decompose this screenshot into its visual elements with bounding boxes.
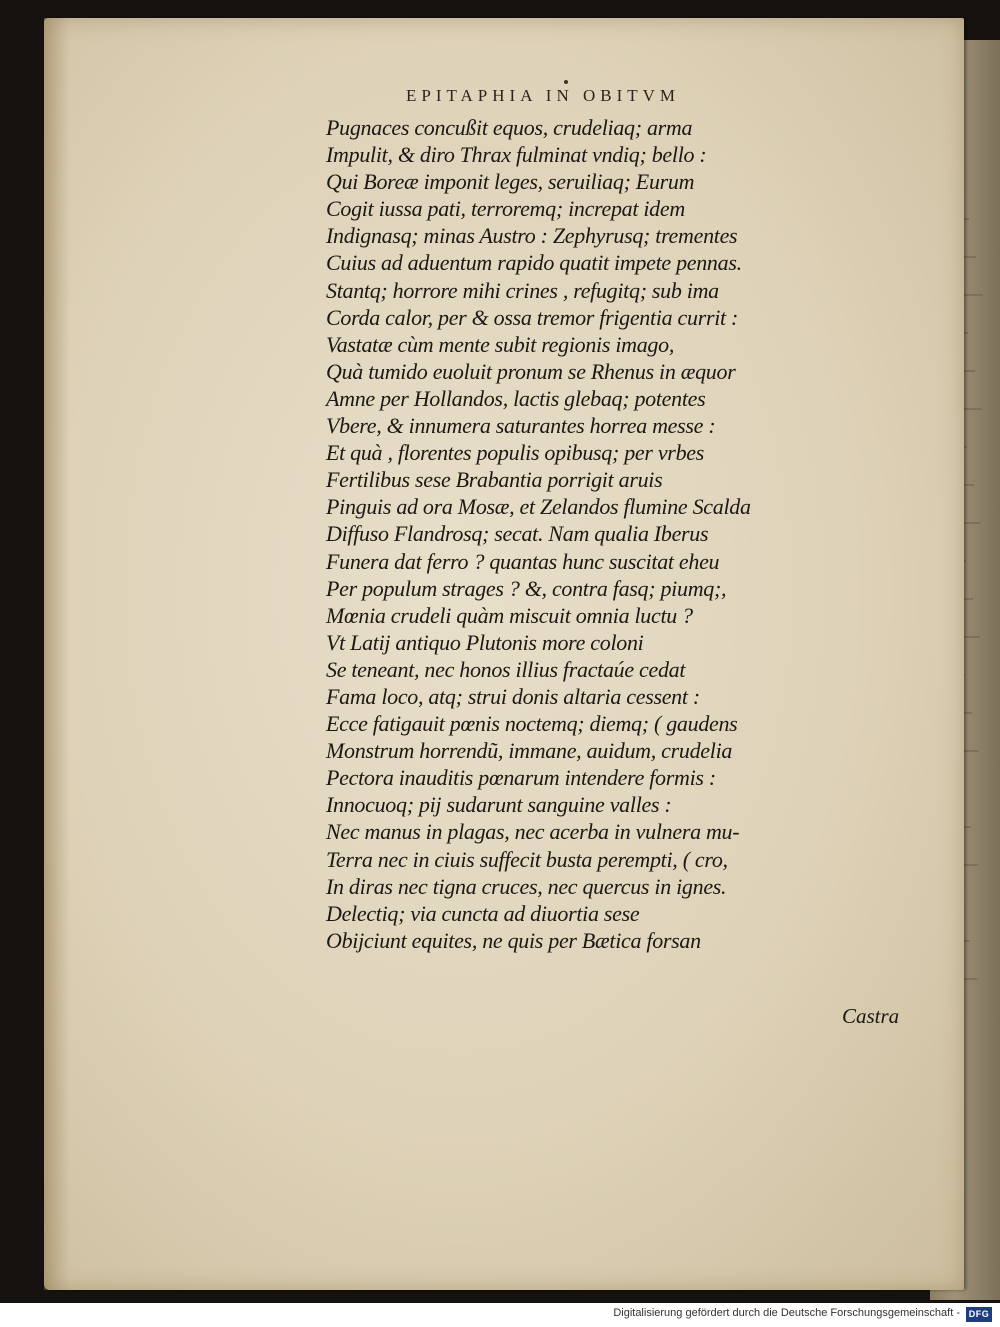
running-head: EPITAPHIA IN OBITVM xyxy=(406,86,681,105)
verse-line: Ecce fatigauit pœnis noctemq; diemq; ( gaudens xyxy=(326,711,738,737)
verse-line: Corda calor, per & ossa tremor frigentia currit : xyxy=(326,304,739,330)
verse-line: Diffuso Flandrosq; secat. Nam qualia Iberus xyxy=(326,521,709,547)
verse-line: Monstrum horrendũ, immane, auidum, crudelia xyxy=(326,738,733,764)
verse-line: Stantq; horrore mihi crines , refugitq; sub ima xyxy=(326,277,719,303)
digitization-footer xyxy=(0,1303,1000,1327)
verse-line: Pinguis ad ora Mosæ, et Zelandos flumine Scalda xyxy=(326,494,751,520)
verse-line: Impulit, & diro Thrax fulminat vndiq; bello : xyxy=(326,142,707,168)
verse-line: Pectora inauditis pœnarum intendere formis : xyxy=(326,765,716,791)
funding-credit: Digitalisierung gefördert durch die Deutsche Forschungsgemeinschaft - xyxy=(613,1307,960,1319)
verse-line: Pugnaces concußit equos, crudeliaq; arma xyxy=(326,115,693,140)
verse-line: Vbere, & innumera saturantes horrea messe : xyxy=(326,413,716,439)
verse-line: Obijciunt equites, ne quis per Bætica forsan xyxy=(326,927,701,953)
verse-line: Amne per Hollandos, lactis glebaq; potentes xyxy=(326,385,706,411)
verse-line: Vt Latij antiquo Plutonis more coloni xyxy=(326,629,644,655)
verse-line: Nec manus in plagas, nec acerba in vulnera mu- xyxy=(326,819,740,845)
verse-line: Quà tumido euoluit pronum se Rhenus in æquor xyxy=(326,358,736,384)
verse-text xyxy=(326,114,846,954)
verse-line: Indignasq; minas Austro : Zephyrusq; trementes xyxy=(326,223,738,249)
verse-line: Vastatæ cùm mente subit regionis imago, xyxy=(326,331,675,357)
verse-line: Terra nec in ciuis suffecit busta perempti, ( cro, xyxy=(326,846,728,872)
verse-line: Cuius ad aduentum rapido quatit impete pennas. xyxy=(326,250,742,276)
catchword: Castra xyxy=(842,1004,900,1028)
ink-speck xyxy=(564,80,568,84)
verse-line: Qui Boreæ imponit leges, seruiliaq; Eurum xyxy=(326,169,695,195)
verse-line: Per populum strages ? &, contra fasq; piumq;, xyxy=(326,575,727,601)
verse-line: Funera dat ferro ? quantas hunc suscitat eheu xyxy=(326,548,720,574)
verse-line: Fama loco, atq; strui donis altaria cessent : xyxy=(326,683,700,709)
verse-line: Fertilibus sese Brabantia porrigit aruis xyxy=(326,467,663,493)
verse-line: Et quà , florentes populis opibusq; per vrbes xyxy=(326,440,704,466)
verse-line: Se teneant, nec honos illius fractaúe cedat xyxy=(326,656,686,682)
verse-line: In diras nec tigna cruces, nec quercus in ignes. xyxy=(326,873,727,899)
verse-line: Cogit iussa pati, terroremq; increpat idem xyxy=(326,196,685,222)
verse-line: Innocuoq; pij sudarunt sanguine valles : xyxy=(326,792,672,818)
verse-line: Mœnia crudeli quàm miscuit omnia luctu ? xyxy=(326,602,693,628)
verse-line: Delectiq; via cuncta ad diuortia sese xyxy=(326,900,640,926)
dfg-logo: DFG xyxy=(966,1307,992,1322)
